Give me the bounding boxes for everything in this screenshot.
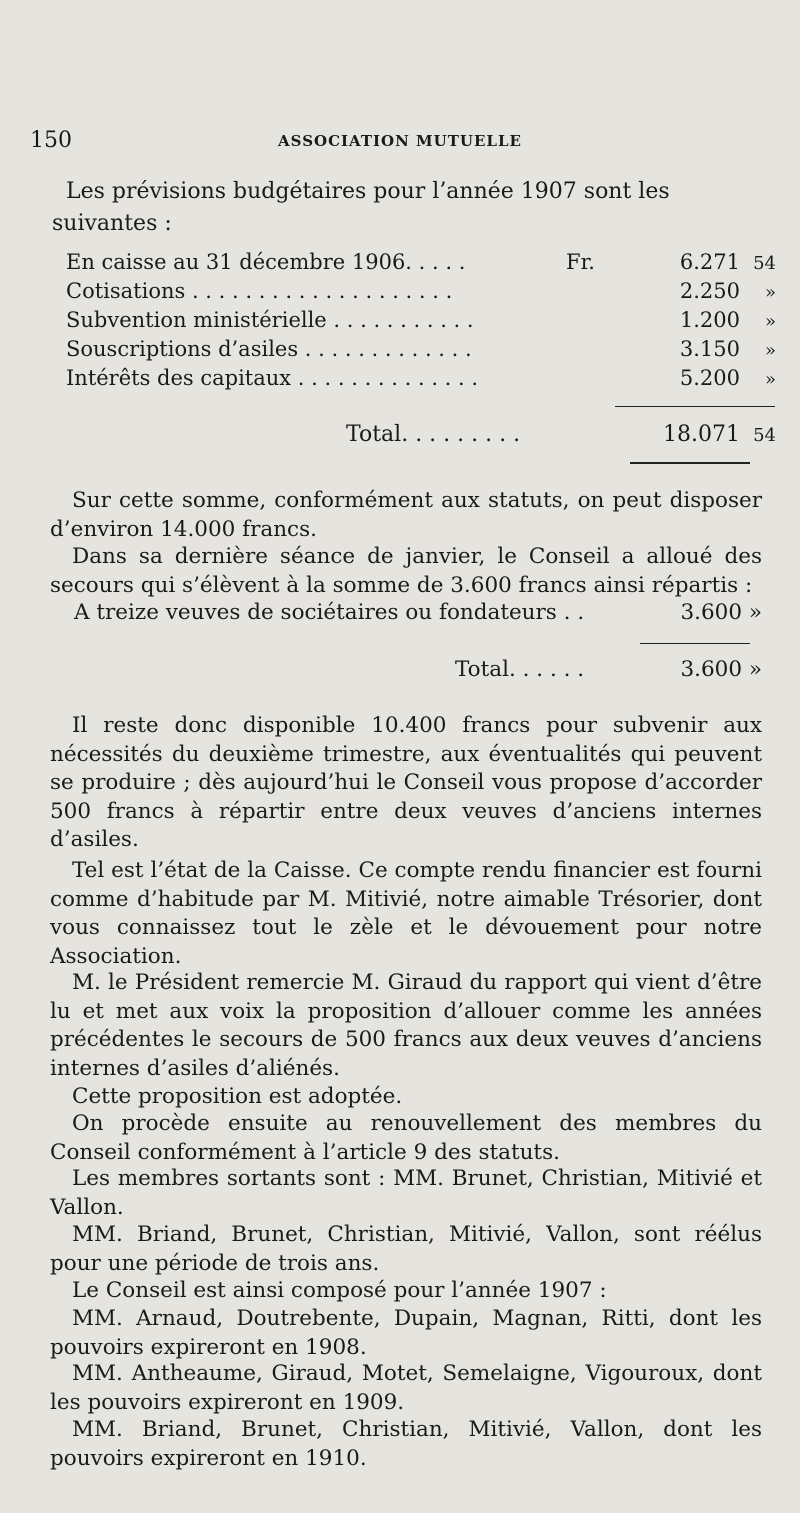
budget-row-label: Intérêts des capitaux . . . . . . . . . . . . . . <box>66 366 479 390</box>
sum-rule <box>615 406 775 407</box>
paragraph: MM. Arnaud, Doutrebente, Dupain, Magnan, Ritti, dont les pouvoirs expireront en 1908. <box>50 1306 762 1360</box>
budget-intro: Les prévisions budgétaires pour l’année 1907 sont les suivantes : <box>52 179 670 236</box>
allocation-total-row <box>50 657 762 685</box>
budget-row-amount: 3.150 » <box>679 337 776 361</box>
budget-row <box>66 250 776 279</box>
paragraph: On procède ensuite au renouvellement des membres du Conseil conformément à l’article 9 des statuts. <box>50 1111 762 1165</box>
sum-rule <box>640 643 750 644</box>
allocation-row <box>50 600 762 628</box>
running-title: ASSOCIATION MUTUELLE <box>278 132 522 150</box>
paragraph: MM. Antheaume, Giraud, Motet, Semelaigne, Vigouroux, dont les pouvoirs expireront en 1909. <box>50 1361 762 1415</box>
budget-row <box>66 279 776 308</box>
budget-row <box>66 308 776 337</box>
page-header <box>30 128 770 158</box>
paragraph: M. le Président remercie M. Giraud du rapport qui vient d’être lu et met aux voix la proposition d’allouer comme les années précédentes le secours de 500 francs aux deux veuves d’anciens internes d’asiles d’aliénés. <box>50 970 762 1081</box>
page-number: 150 <box>30 128 72 153</box>
paragraph: Dans sa dernière séance de janvier, le Conseil a alloué des secours qui s’élèvent à la somme de 3.600 francs ainsi répartis : <box>50 544 762 598</box>
paragraph: Sur cette somme, conformément aux statuts, on peut disposer d’environ 14.000 francs. <box>50 488 762 542</box>
paragraph: Il reste donc disponible 10.400 francs pour subvenir aux nécessités du deuxième trimestre, aux éventualités qui peuvent se produire ; dès aujourd’hui le Conseil vous propose d’accorder 500 francs à répartir entre deux veuves d’anciens internes d’asiles. <box>50 713 762 852</box>
allocation-total-amount: 3.600 » <box>680 657 762 682</box>
paragraph: MM. Briand, Brunet, Christian, Mitivié, Vallon, sont réélus pour une période de trois ans. <box>50 1222 762 1276</box>
budget-row-amount: 2.250 » <box>679 279 776 303</box>
budget-row <box>66 366 776 395</box>
paragraph: MM. Briand, Brunet, Christian, Mitivié, Vallon, dont les pouvoirs expireront en 1910. <box>50 1417 762 1471</box>
paragraph: Tel est l’état de la Caisse. Ce compte rendu financier est fourni comme d’habitude par M. Mitivié, notre aimable Trésorier, dont vous connaissez tout le zèle et le dévouement pour notre Association. <box>50 858 762 969</box>
budget-row <box>66 337 776 366</box>
budget-total-label: Total. . . . . . . . . <box>346 422 521 447</box>
paragraph: Le Conseil est ainsi composé pour l’année 1907 : <box>72 1278 607 1303</box>
budget-row-label: Subvention ministérielle . . . . . . . . . . . <box>66 308 474 332</box>
paragraph: Cette proposition est adoptée. <box>72 1084 403 1109</box>
total-rule <box>630 462 750 464</box>
budget-row-label: Souscriptions d’asiles . . . . . . . . . . . . . <box>66 337 472 361</box>
budget-total-amount: 18.071 54 <box>663 422 776 447</box>
budget-row-amount: 6.271 54 <box>679 250 776 274</box>
budget-row-amount: 5.200 » <box>679 366 776 390</box>
budget-row-label: Cotisations . . . . . . . . . . . . . . . . . . . . <box>66 279 453 303</box>
budget-table <box>66 250 776 395</box>
currency-label: Fr. <box>566 250 595 274</box>
budget-row-amount: 1.200 » <box>679 308 776 332</box>
budget-row-label: En caisse au 31 décembre 1906. . . . . <box>66 250 466 274</box>
budget-total-row <box>66 422 776 452</box>
allocation-total-label: Total. . . . . . <box>455 657 585 682</box>
paragraph: Les membres sortants sont : MM. Brunet, Christian, Mitivié et Vallon. <box>50 1166 762 1220</box>
allocation-row-label: A treize veuves de sociétaires ou fondateurs . . <box>74 600 585 625</box>
allocation-row-amount: 3.600 » <box>680 600 762 625</box>
